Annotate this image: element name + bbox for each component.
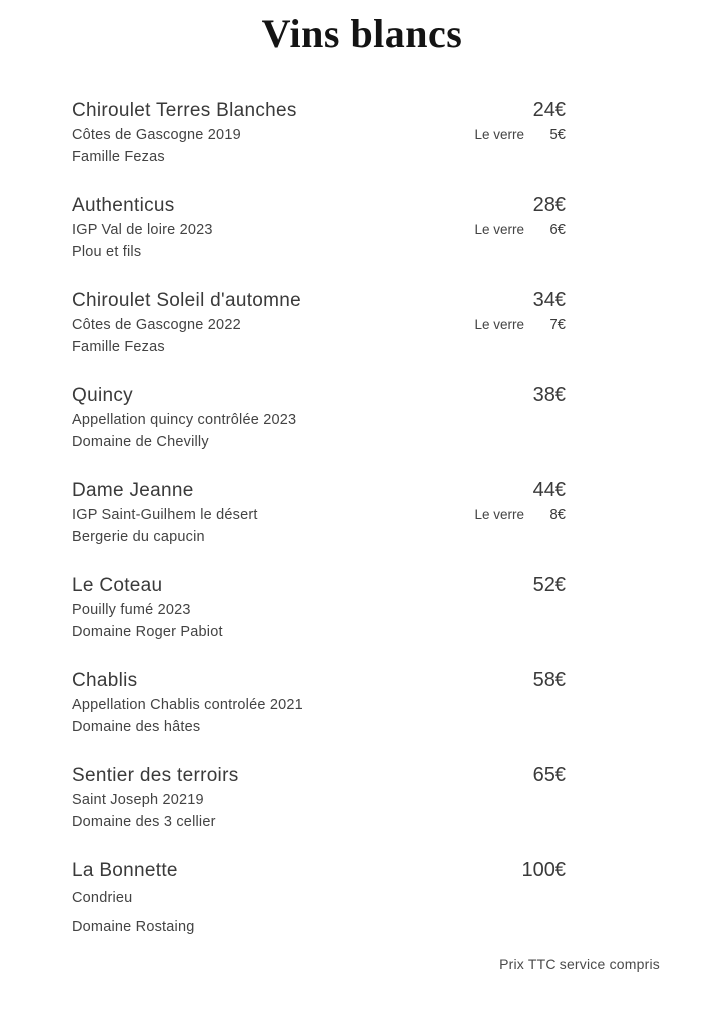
bottle-price: 34€ — [532, 289, 566, 311]
glass-label: Le verre — [474, 317, 524, 332]
wine-appellation: Pouilly fumé 2023 — [72, 602, 191, 618]
bottle-price: 28€ — [532, 194, 566, 216]
wine-appellation: IGP Saint-Guilhem le désert — [72, 507, 258, 523]
glass-label: Le verre — [474, 222, 524, 237]
wine-entry — [72, 857, 566, 942]
wine-name: Chablis — [72, 670, 138, 691]
wine-appellation: Saint Joseph 20219 — [72, 792, 204, 808]
wine-appellation: Condrieu — [72, 890, 133, 906]
wine-name: Dame Jeanne — [72, 480, 194, 501]
wine-entry — [72, 287, 566, 358]
wine-name: Chiroulet Soleil d'automne — [72, 290, 301, 311]
wine-name: Authenticus — [72, 195, 175, 216]
wine-producer: Domaine Rostaing — [72, 919, 195, 935]
glass-price-group — [474, 221, 566, 238]
wine-entry — [72, 382, 566, 453]
bottle-price: 100€ — [521, 859, 566, 881]
glass-price: 6€ — [549, 221, 566, 238]
glass-price-group — [474, 506, 566, 523]
glass-price: 8€ — [549, 506, 566, 523]
wine-entry — [72, 667, 566, 738]
wine-entry — [72, 477, 566, 548]
glass-price: 7€ — [549, 316, 566, 333]
bottle-price: 24€ — [532, 99, 566, 121]
wine-list — [72, 57, 566, 942]
wine-name: Sentier des terroirs — [72, 765, 239, 786]
wine-producer: Famille Fezas — [72, 149, 165, 165]
glass-price-group — [474, 316, 566, 333]
bottle-price: 44€ — [532, 479, 566, 501]
bottle-price: 65€ — [532, 764, 566, 786]
glass-price-group — [474, 126, 566, 143]
wine-producer: Domaine des 3 cellier — [72, 814, 216, 830]
wine-name: Le Coteau — [72, 575, 163, 596]
wine-appellation: Appellation Chablis controlée 2021 — [72, 697, 303, 713]
wine-name: Quincy — [72, 385, 133, 406]
wine-appellation: Côtes de Gascogne 2019 — [72, 127, 241, 143]
wine-appellation: Appellation quincy contrôlée 2023 — [72, 412, 297, 428]
glass-price: 5€ — [549, 126, 566, 143]
wine-appellation: Côtes de Gascogne 2022 — [72, 317, 241, 333]
price-notice: Prix TTC service compris — [499, 956, 660, 972]
bottle-price: 58€ — [532, 669, 566, 691]
wine-entry — [72, 97, 566, 168]
wine-entry — [72, 192, 566, 263]
wine-producer: Domaine Roger Pabiot — [72, 624, 223, 640]
wine-producer: Domaine de Chevilly — [72, 434, 209, 450]
glass-label: Le verre — [474, 507, 524, 522]
wine-name: La Bonnette — [72, 860, 178, 881]
wine-entry — [72, 762, 566, 833]
wine-appellation: IGP Val de loire 2023 — [72, 222, 213, 238]
bottle-price: 52€ — [532, 574, 566, 596]
wine-entry — [72, 572, 566, 643]
wine-name: Chiroulet Terres Blanches — [72, 100, 297, 121]
glass-label: Le verre — [474, 127, 524, 142]
bottle-price: 38€ — [532, 384, 566, 406]
wine-producer: Famille Fezas — [72, 339, 165, 355]
wine-producer: Plou et fils — [72, 244, 142, 260]
wine-producer: Domaine des hâtes — [72, 719, 201, 735]
page-title: Vins blancs — [261, 11, 463, 56]
wine-producer: Bergerie du capucin — [72, 529, 205, 545]
